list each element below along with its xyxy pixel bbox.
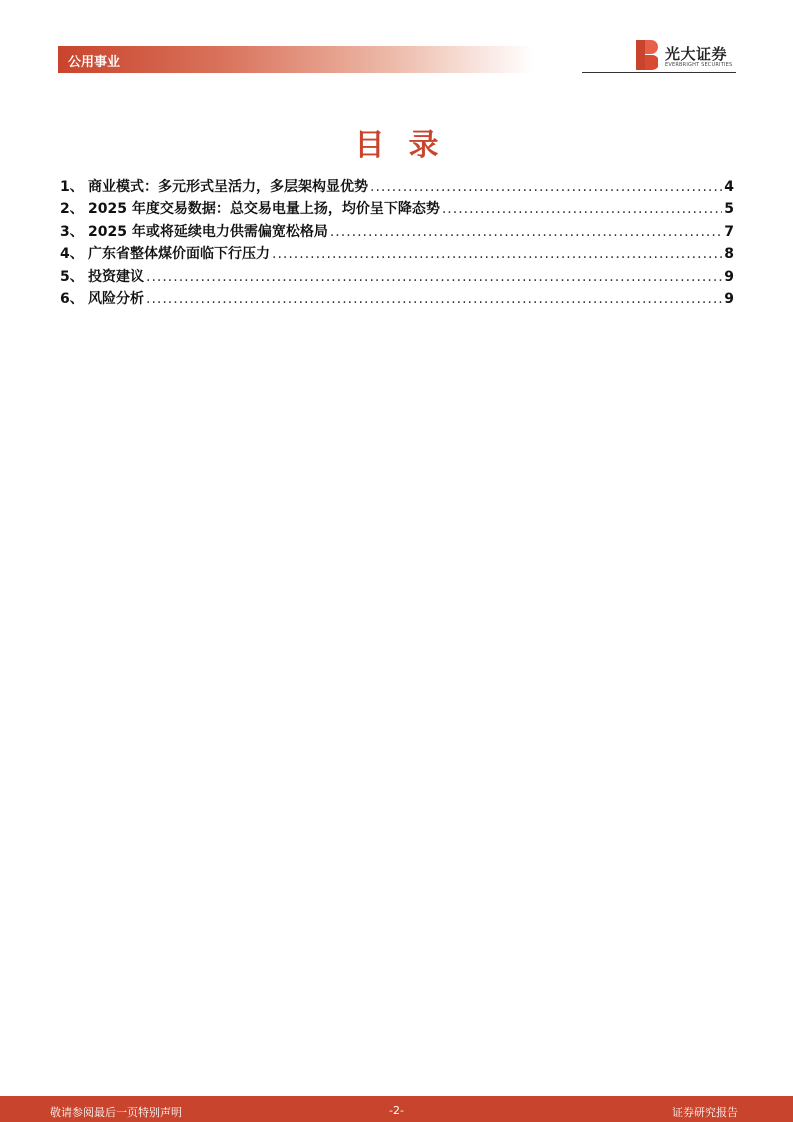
toc-entry[interactable] [60, 288, 734, 310]
toc-entry-title: 2025 年或将延续电力供需偏宽松格局 [88, 223, 328, 240]
toc-entry-page: 9 [724, 268, 734, 285]
section-label: 公用事业 [68, 55, 121, 70]
toc-entry-number: 2、 [60, 201, 84, 218]
logo-english-name: EVERBRIGHT SECURITIES [665, 62, 733, 68]
toc-entry-page: 8 [724, 246, 734, 263]
toc-entry-number: 3、 [60, 223, 84, 240]
toc-entry-number: 6、 [60, 290, 84, 307]
toc-entry-number: 1、 [60, 179, 84, 195]
toc-leader-dots [146, 269, 722, 285]
toc-entry-number: 4、 [60, 246, 84, 263]
footer-disclaimer-note: 敬请参阅最后一页特别声明 [50, 1106, 182, 1119]
toc-entry-title: 2025 年度交易数据：总交易电量上扬，均价呈下降态势 [88, 201, 440, 218]
toc-entry-page: 7 [724, 223, 734, 240]
toc-entry[interactable] [60, 221, 734, 243]
header-rule [582, 72, 736, 73]
footer-report-type: 证券研究报告 [672, 1106, 738, 1119]
page-footer [0, 1096, 793, 1122]
toc-entry-page: 4 [724, 179, 734, 195]
toc-title: 目录 [354, 128, 463, 163]
toc-entry-title: 投资建议 [88, 268, 144, 285]
toc-entry-title: 商业模式：多元形式呈活力，多层架构显优势 [88, 179, 368, 195]
toc-entry-title: 广东省整体煤价面临下行压力 [88, 246, 270, 263]
toc-entry-number: 5、 [60, 268, 84, 285]
company-logo [636, 40, 736, 72]
toc-entry[interactable] [60, 198, 734, 220]
toc-entry-page: 5 [724, 201, 734, 218]
toc-entry[interactable] [60, 176, 734, 198]
toc-leader-dots [442, 201, 722, 217]
toc-entry[interactable] [60, 266, 734, 288]
toc-entry-page: 9 [724, 290, 734, 307]
toc-leader-dots [272, 246, 722, 262]
header-section-band [58, 46, 533, 73]
toc-leader-dots [370, 179, 722, 195]
footer-page-number: -2- [389, 1104, 404, 1117]
toc-leader-dots [330, 224, 722, 240]
logo-chinese-name: 光大证券 [665, 45, 728, 63]
logo-mark-icon [636, 40, 658, 70]
table-of-contents [60, 176, 734, 310]
toc-entry[interactable] [60, 243, 734, 265]
toc-entry-title: 风险分析 [88, 290, 144, 307]
toc-leader-dots [146, 291, 722, 307]
